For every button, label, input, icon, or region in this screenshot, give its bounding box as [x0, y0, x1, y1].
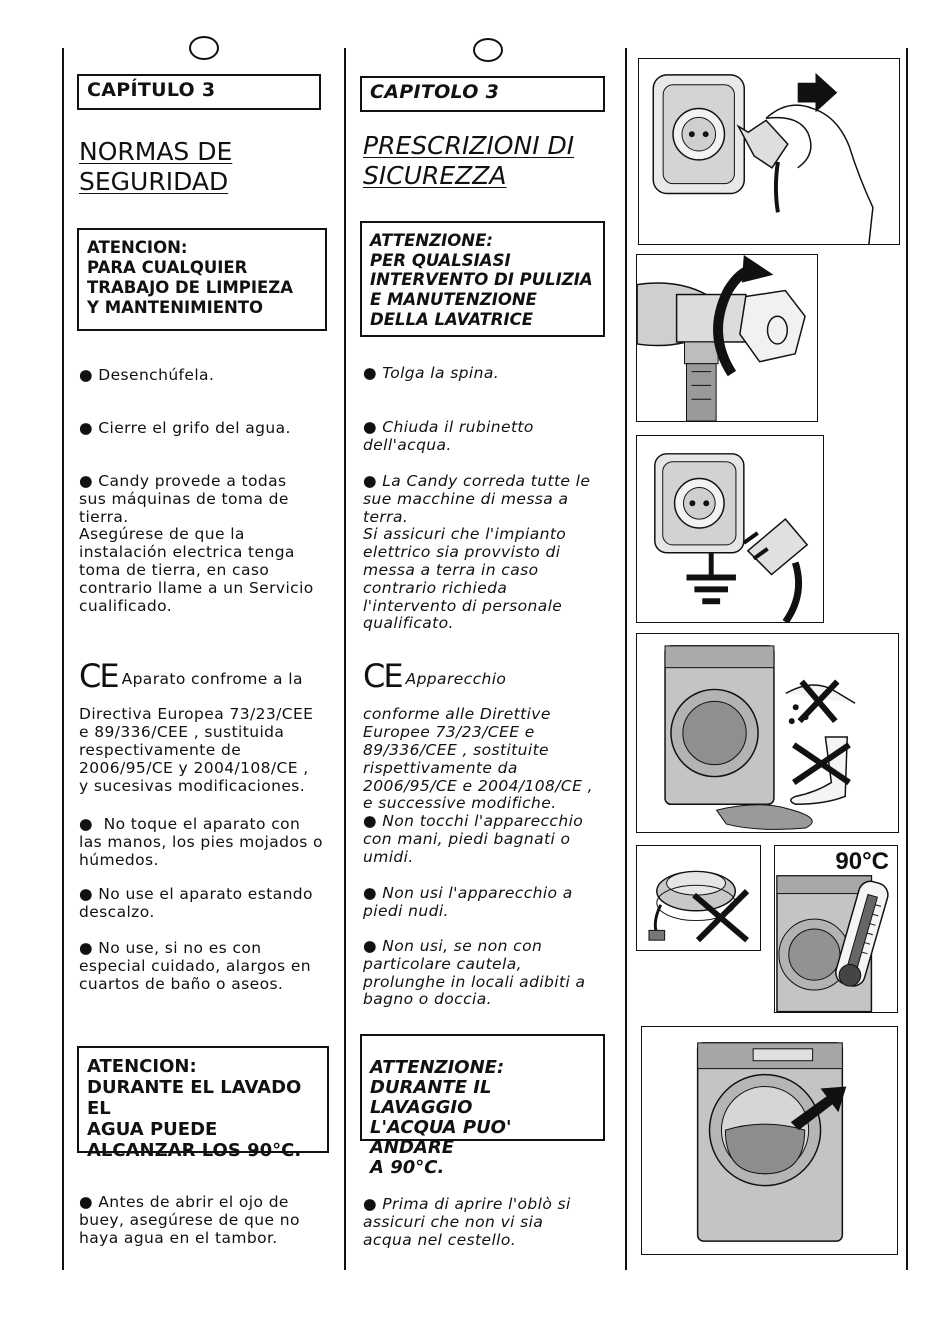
door-illustration	[641, 1026, 898, 1255]
warning-box-hot-water-it	[360, 1034, 605, 1178]
column-divider	[62, 48, 64, 1270]
column-divider	[906, 48, 908, 1270]
section-title-it	[363, 131, 574, 191]
warning-line: A 90°C.	[370, 1157, 445, 1178]
warning-line: DURANTE EL LAVADO EL	[87, 1077, 302, 1119]
warning-box-hot-water-es	[77, 1046, 329, 1161]
language-indicator-it	[473, 38, 503, 62]
no-extension-icon	[637, 846, 760, 950]
warning-line: Y MANTENIMIENTO	[87, 298, 264, 317]
chapter-heading-it: CAPITOLO 3	[360, 76, 605, 112]
wet-hands-illustration	[636, 633, 899, 833]
ground-illustration	[636, 435, 824, 623]
title-line: PRESCRIZIONI DI	[363, 131, 575, 160]
ce-compliance-it	[363, 650, 593, 831]
column-divider	[625, 48, 627, 1270]
column-divider	[344, 48, 346, 1270]
warning-line: TRABAJO DE LIMPIEZA	[87, 278, 294, 297]
instruction-unplug-es: ● Desenchúfela.	[79, 367, 214, 385]
warning-line: E MANUTENZIONE	[370, 290, 537, 310]
instruction-door-it: ● Prima di aprire l'oblò si assicuri che non vi sia acqua nel cestello.	[363, 1196, 571, 1249]
water-tap-icon	[637, 255, 817, 421]
unplug-icon	[639, 59, 899, 244]
no-wet-hands-icon	[637, 634, 898, 832]
instruction-extension-es: ● No use, si no es con especial cuidado, alargos en cuartos de baño o aseos.	[79, 940, 311, 993]
title-line: NORMAS DE	[79, 137, 233, 166]
ce-compliance-es	[79, 650, 313, 813]
warning-box-maintenance-es	[77, 228, 327, 331]
warning-line: AGUA PUEDE	[87, 1119, 218, 1140]
section-title-es	[79, 137, 232, 197]
warning-line: L'ACQUA PUO' ANDARE	[370, 1117, 512, 1158]
door-water-icon	[642, 1027, 897, 1254]
language-indicator-es	[189, 36, 219, 60]
ce-mark-icon: CE	[363, 656, 402, 695]
ce-rest: conforme alle Direttive Europee 73/23/CEE e 89/336/CEE , sostituite rispettivamente da 2006/95/CE e 2004/108/CE , e successive modifiche.	[363, 705, 593, 813]
instruction-barefoot-es: ● No use el aparato estando descalzo.	[79, 886, 313, 922]
instruction-ground-it: ● La Candy corredа tutte le sue macchine di messa a terra. Si assicuri che l'impianto elettrico sia provvisto di messa a terra in caso contrario richieda l'intervento di personale qualificato.	[363, 473, 590, 633]
warning-line: INTERVENTO DI PULIZIA	[370, 270, 593, 290]
extension-illustration	[636, 845, 761, 951]
warning-line: PARA CUALQUIER	[87, 258, 248, 277]
warning-line: DELLA LAVATRICE	[370, 309, 533, 329]
warning-line: DURANTE IL LAVAGGIO	[370, 1077, 492, 1118]
instruction-wet-hands-es: ● No toque el aparato con las manos, los pies mojados o húmedos.	[79, 816, 323, 869]
warning-line: ALCANZAR LOS 90°C.	[87, 1140, 302, 1161]
instruction-ground-es: ● Candy provede a todas sus máquinas de toma de tierra. Asegúrese de que la instalación electrica tenga toma de tierra, en caso contrario llame a un Servicio cualificado.	[79, 473, 314, 615]
ce-mark-icon: CE	[79, 656, 118, 695]
chapter-heading-es: CAPÍTULO 3	[77, 74, 321, 110]
title-line: SICUREZZA	[363, 161, 507, 190]
warning-line: ATTENZIONE:	[370, 231, 493, 250]
instruction-door-es: ● Antes de abrir el ojo de buey, asegúrese de que no haya agua en el tambor.	[79, 1194, 300, 1247]
instruction-wet-hands-it: ● Non tocchi l'apparecchio con mani, piedi bagnati o umidi.	[363, 813, 583, 866]
ce-first-line: Apparecchio	[405, 669, 507, 688]
instruction-barefoot-it: ● Non usi l'apparecchio a piedi nudi.	[363, 885, 573, 921]
hot-water-illustration	[774, 845, 898, 1013]
instruction-tap-it: ● Chiuda il rubinetto dell'acqua.	[363, 419, 534, 455]
tap-illustration	[636, 254, 818, 422]
warning-box-maintenance-it	[360, 221, 605, 337]
warning-line: PER QUALSIASI	[370, 250, 511, 270]
instruction-extension-it: ● Non usi, se non con particolare cautela, prolunghe in locali adibiti a bagno o doccia.	[363, 938, 585, 1009]
instruction-tap-es: ● Cierre el grifo del agua.	[79, 420, 291, 438]
warning-line: ATENCION:	[87, 238, 188, 257]
title-line: SEGURIDAD	[79, 167, 229, 196]
ce-first-line: Aparato confrome a la	[121, 669, 303, 688]
unplug-illustration	[638, 58, 900, 245]
temperature-label: 90°C	[835, 848, 889, 875]
ground-icon	[637, 436, 823, 622]
ce-rest: Directiva Europea 73/23/CEE e 89/336/CEE , sustituida respectivamente de 2006/95/CE y 2004/108/CE , y sucesivas modificaciones.	[79, 705, 314, 795]
warning-line: ATENCION:	[87, 1056, 197, 1077]
warning-line: ATTENZIONE:	[370, 1057, 505, 1078]
instruction-unplug-it: ● Tolga la spina.	[363, 365, 499, 383]
